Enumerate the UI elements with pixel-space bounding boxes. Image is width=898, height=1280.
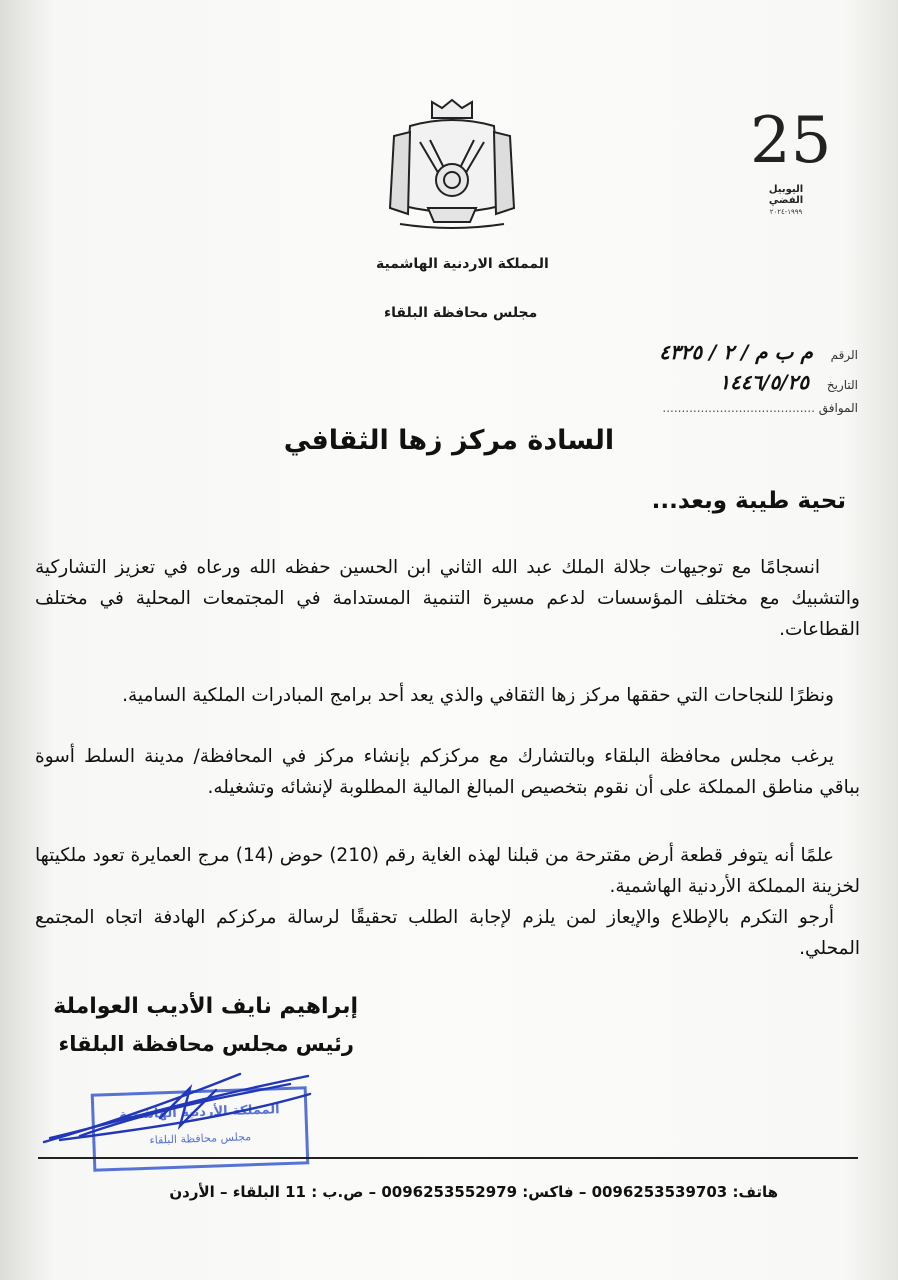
signatory-title: رئيس مجلس محافظة البلقاء: [58, 1032, 354, 1056]
date-label: التاريخ: [826, 378, 858, 392]
paragraph-5: أرجو التكرم بالإطلاع والإيعاز لمن يلزم لإجابة الطلب تحقيقًا لرسالة مركزكم الهادفة اتجاه المجتمع المحلي.: [35, 907, 860, 959]
jubilee-logo: [750, 98, 832, 220]
paragraph-1: انسجامًا مع توجيهات جلالة الملك عبد الله الثاني ابن الحسين حفظه الله ورعاه في تعزيز التشاركية والتشبيك مع مختلف المؤسسات لدعم مسيرة التنمية المستدامة في المجتمعات المحلية في مختلف القطاعات.: [35, 557, 860, 640]
stamp-line-2: مجلس محافظة البلقاء: [149, 1130, 252, 1147]
paragraph-4: علمًا أنه يتوفر قطعة أرض مقترحة من قبلنا لهذه الغاية رقم (210) حوض (14) مرج العمايرة تعود ملكيتها لخزينة المملكة الأردنية الهاشمية.: [35, 845, 860, 897]
ref-value: م ب م / ٢ / ٤٣٢٥: [659, 340, 813, 364]
jubilee-logo-number: 25: [750, 104, 832, 178]
signatory-name: إبراهيم نايف الأديب العواملة: [53, 994, 358, 1019]
paragraph-2: ونظرًا للنجاحات التي حققها مركز زها الثقافي والذي يعد أحد برامج المبادرات الملكية السامية.: [122, 685, 834, 706]
jubilee-logo-years: ١٩٩٩-٢٠٢٤: [769, 208, 803, 216]
greeting: تحية طيبة وبعد...: [651, 488, 846, 514]
stamp-line-1: المملكة الأردنية الهاشمية: [118, 1102, 280, 1123]
ref-label: الرقم: [830, 348, 858, 362]
footer-divider: [38, 1157, 858, 1159]
council-title: مجلس محافظة البلقاء: [384, 305, 538, 321]
ref-row: [659, 340, 858, 364]
kingdom-title: المملكة الاردنية الهاشمية: [376, 256, 549, 272]
footer-contact: هاتف: 0096253539703 – فاكس: 0096253552979 – ص.ب : 11 البلقاء – الأردن: [169, 1183, 778, 1201]
paragraph-3: يرغب مجلس محافظة البلقاء وبالتشارك مع مركزكم بإنشاء مركز في المحافظة/ مدينة السلط أسوة بباقي مناطق المملكة على أن نقوم بتخصيص المبالغ المالية المطلوبة لإنشائه وتشغيله.: [35, 746, 860, 798]
date-value: ١٤٤٦/٥/٢٥: [719, 370, 810, 394]
addressee: السادة مركز زها الثقافي: [283, 425, 615, 456]
coat-of-arms-emblem: [380, 96, 524, 231]
hijri-label: الموافق: [818, 401, 858, 415]
date-row: [719, 370, 858, 394]
hijri-row: [662, 401, 858, 415]
jubilee-logo-text: اليوبيل الفضي: [768, 184, 804, 206]
handwritten-signature: [40, 1066, 320, 1150]
hijri-dots: ........................................: [662, 401, 815, 415]
